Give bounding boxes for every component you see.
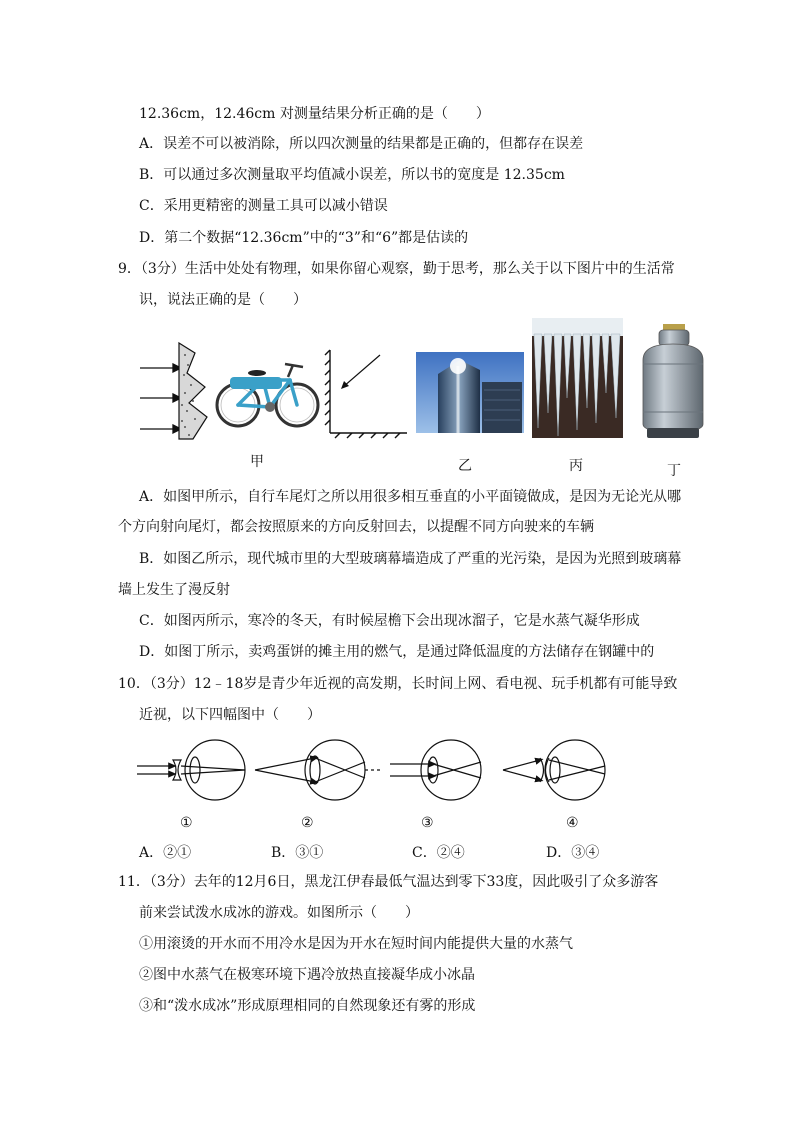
figure-caption-ding: 丁 <box>667 463 681 479</box>
figure-jia <box>135 335 410 440</box>
q9-option-b-line1[interactable]: B．如图乙所示，现代城市里的大型玻璃幕墙造成了严重的光污染，是因为光照到玻璃幕 <box>139 551 682 567</box>
eye-label-2: ② <box>301 815 314 831</box>
q10-option-b[interactable]: B．③① <box>271 845 324 861</box>
q8-option-d[interactable]: D．第二个数据“12.36cm”中的“3”和“6”都是估读的 <box>139 230 469 246</box>
q11-stem-line2: 前来尝试泼水成冰的游戏。如图所示（ ） <box>139 905 419 921</box>
q8-option-b[interactable]: B．可以通过多次测量取平均值减小误差，所以书的宽度是 12.35cm <box>139 167 565 183</box>
bicycle-icon <box>217 364 318 426</box>
q11-statement-1: ①用滚烫的开水而不用冷水是因为开水在短时间内能提供大量的水蒸气 <box>139 936 573 952</box>
figure-caption-jia: 甲 <box>250 454 264 470</box>
eye-label-1: ① <box>180 815 193 831</box>
q10-stem-line2: 近视，以下四幅图中（ ） <box>139 707 321 723</box>
q8-stem-tail: 12.36cm，12.46cm 对测量结果分析正确的是（ ） <box>139 106 490 122</box>
q10-option-c[interactable]: C．②④ <box>412 845 465 861</box>
q9-option-d[interactable]: D．如图丁所示，卖鸡蛋饼的摊主用的燃气，是通过降低温度的方法储存在钢罐中的 <box>139 644 655 660</box>
q9-option-a-line2: 个方向射向尾灯，都会按照原来的方向反射回去，以提醒不同方向驶来的车辆 <box>118 519 594 535</box>
figure-yi-building <box>416 352 524 433</box>
q11-stem-line1: 11．（3分）去年的12月6日，黑龙江伊春最低气温达到零下33度，因此吸引了众多游客 <box>118 874 659 890</box>
figure-caption-bing: 丙 <box>569 458 583 474</box>
q9-option-b-line2: 墙上发生了漫反射 <box>118 582 230 598</box>
q9-option-c[interactable]: C．如图丙所示，寒冷的冬天，有时候屋檐下会出现冰溜子，它是水蒸气凝华形成 <box>139 613 640 629</box>
q8-option-c[interactable]: C．采用更精密的测量工具可以减小错误 <box>139 198 388 214</box>
q10-stem-line1: 10．（3分）12﹣18岁是青少年近视的高发期，长时间上网、看电视、玩手机都有可能导致 <box>118 676 678 692</box>
q11-statement-3: ③和“泼水成冰”形成原理相同的自然现象还有雾的形成 <box>139 998 476 1014</box>
eye-label-4: ④ <box>566 815 579 831</box>
q9-stem-line1: 9．（3分）生活中处处有物理，如果你留心观察，勤于思考，那么关于以下图片中的生活常 <box>118 261 675 277</box>
q11-statement-2: ②图中水蒸气在极寒环境下遇冷放热直接凝华成小冰晶 <box>139 967 475 983</box>
eye-label-3: ③ <box>421 815 434 831</box>
figure-caption-yi: 乙 <box>458 458 472 474</box>
q10-option-a[interactable]: A．②① <box>139 845 192 861</box>
q10-option-d[interactable]: D．③④ <box>546 845 600 861</box>
figure-ding-gas-tank <box>637 320 709 440</box>
q8-option-a[interactable]: A．误差不可以被消除，所以四次测量的结果都是正确的，但都存在误差 <box>139 136 584 152</box>
q9-stem-line2: 识，说法正确的是（ ） <box>139 292 307 308</box>
figure-bing-icicles <box>532 318 623 438</box>
q9-option-a-line1[interactable]: A．如图甲所示，自行车尾灯之所以用很多相互垂直的小平面镜做成，是因为无论光从哪 <box>139 489 682 505</box>
eye-diagrams <box>135 738 613 808</box>
